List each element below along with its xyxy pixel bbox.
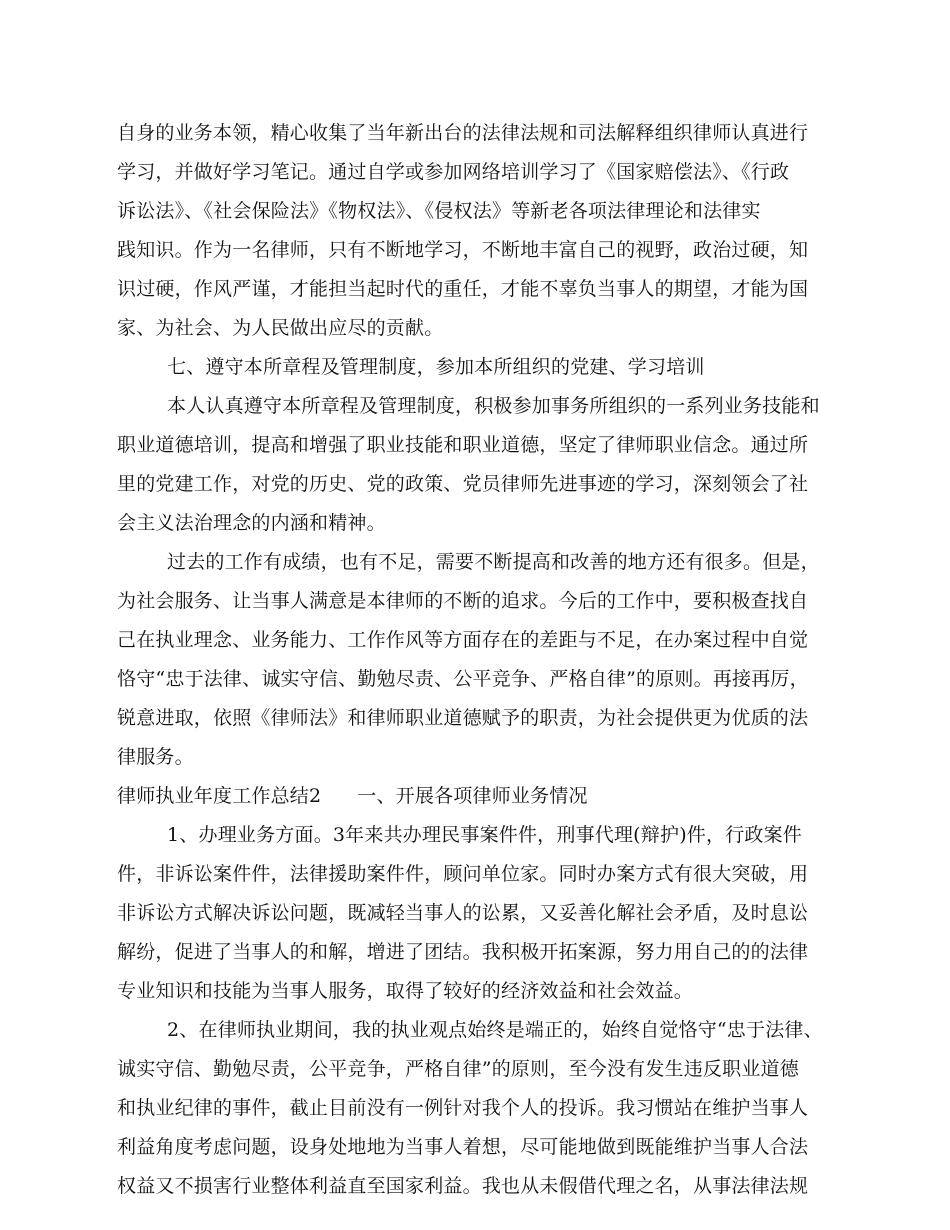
paragraph-professional-conduct bbox=[117, 1011, 829, 1206]
text-line: 职业道德培训，提高和增强了职业技能和职业道德，坚定了律师职业信念。通过所 bbox=[117, 434, 809, 456]
text-line: 学习，并做好学习笔记。通过自学或参加网络培训学习了《国家赔偿法》、《行政 bbox=[117, 161, 790, 183]
text-line: 利益角度考虑问题，设身处地地为当事人着想，尽可能地做到既能维护当事人合法 bbox=[117, 1136, 809, 1158]
paragraph-regulations bbox=[117, 387, 829, 543]
text-line: 己在执业理念、业务能力、工作作风等方面存在的差距与不足，在办案过程中自觉 bbox=[117, 629, 809, 651]
summary-2-section-1-heading: 一、开展各项律师业务情况 bbox=[357, 785, 588, 807]
text-line: 践知识。作为一名律师，只有不断地学习，不断地丰富自己的视野，政治过硬，知 bbox=[117, 239, 809, 261]
paragraph-conclusion bbox=[117, 543, 829, 777]
text-line: 锐意进取，依照《律师法》和律师职业道德赋予的职责，为社会提供更为优质的法 bbox=[117, 707, 809, 729]
text-line: 诉讼法》、《社会保险法》《物权法》、《侵权法》等新老各项法律理论和法律实 bbox=[117, 200, 761, 222]
text-line: 律服务。 bbox=[117, 746, 194, 768]
text-line: 1、办理业务方面。3年来共办理民事案件件，刑事代理(辩护)件，行政案件 bbox=[167, 824, 803, 846]
text-line: 家、为社会、为人民做出应尽的贡献。 bbox=[117, 317, 444, 339]
paragraph-business-handling bbox=[117, 816, 829, 1011]
text-line: 诚实守信、勤勉尽责，公平竞争，严格自律”的原则，至今没有发生违反职业道德 bbox=[117, 1058, 799, 1080]
text-line: 2、在律师执业期间，我的执业观点始终是端正的，始终自觉恪守“忠于法律、 bbox=[167, 1019, 823, 1041]
text-line: 非诉讼方式解决诉讼问题，既减轻当事人的讼累，又妥善化解社会矛盾，及时息讼 bbox=[117, 902, 809, 924]
paragraph-continued bbox=[117, 114, 829, 348]
text-line: 为社会服务、让当事人满意是本律师的不断的追求。今后的工作中，要积极查找自 bbox=[117, 590, 809, 612]
text-line: 恪守“忠于法律、诚实守信、勤勉尽责、公平竞争、严格自律”的原则。再接再厉， bbox=[117, 668, 809, 690]
section-heading-7: 七、遵守本所章程及管理制度，参加本所组织的党建、学习培训 bbox=[167, 356, 705, 378]
summary-2-title: 律师执业年度工作总结2 bbox=[117, 785, 322, 807]
text-line: 里的党建工作，对党的历史、党的政策、党员律师先进事迹的学习，深刻领会了社 bbox=[117, 473, 809, 495]
text-line: 和执业纪律的事件，截止目前没有一例针对我个人的投诉。我习惯站在维护当事人 bbox=[117, 1097, 809, 1119]
text-line: 会主义法治理念的内涵和精神。 bbox=[117, 512, 386, 534]
text-line: 解纷，促进了当事人的和解，增进了团结。我积极开拓案源，努力用自己的的法律 bbox=[117, 941, 809, 963]
text-line: 本人认真遵守本所章程及管理制度，积极参加事务所组织的一系列业务技能和 bbox=[167, 395, 820, 417]
text-line: 过去的工作有成绩，也有不足，需要不断提高和改善的地方还有很多。但是， bbox=[167, 551, 820, 573]
text-line: 专业知识和技能为当事人服务，取得了较好的经济效益和社会效益。 bbox=[117, 980, 694, 1002]
document-body bbox=[117, 114, 829, 1206]
summary-2-heading-line bbox=[117, 777, 829, 816]
text-line: 自身的业务本领，精心收集了当年新出台的法律法规和司法解释组织律师认真进行 bbox=[117, 122, 809, 144]
text-line: 识过硬，作风严谨，才能担当起时代的重任，才能不辜负当事人的期望，才能为国 bbox=[117, 278, 809, 300]
text-line: 件，非诉讼案件件，法律援助案件件，顾问单位家。同时办案方式有很大突破，用 bbox=[117, 863, 809, 885]
text-line: 权益又不损害行业整体利益直至国家利益。我也从未假借代理之名，从事法律法规 bbox=[117, 1175, 809, 1197]
